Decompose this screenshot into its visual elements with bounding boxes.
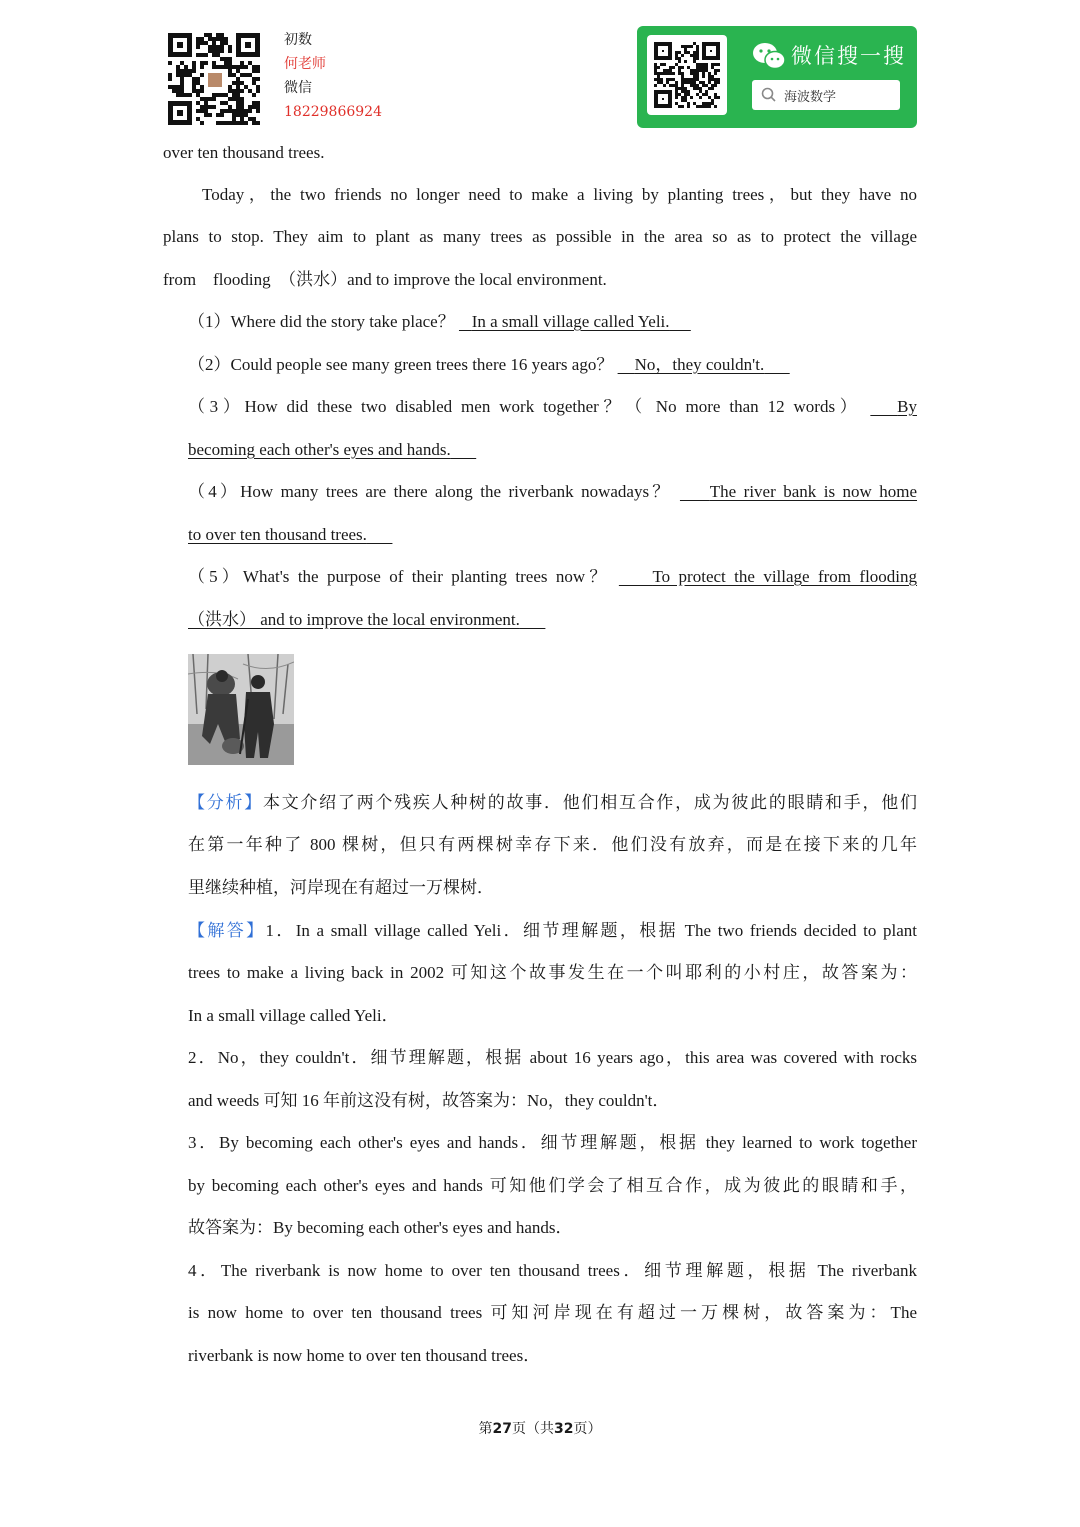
question-3-cont: [188, 439, 476, 461]
qr-module: [200, 89, 204, 93]
passage-line-1: over ten thousand trees.: [163, 143, 325, 162]
question-2-label: （2）Could people see many green trees there 16 years ago？: [188, 355, 614, 374]
solution-line-11: riverbank is now home to over ten thousand trees．: [188, 1346, 541, 1365]
qr-module: [212, 97, 216, 101]
question-5-answer-b: （洪水） and to improve the local environment.: [188, 610, 520, 629]
contact-line-4: 18229866924: [284, 104, 382, 120]
qr-module: [654, 84, 657, 87]
qr-module: [684, 60, 687, 63]
qr-module: [708, 105, 711, 108]
solution-line-3: In a small village called Yeli．: [188, 1006, 399, 1025]
analysis-tag: 【分析】: [188, 793, 263, 812]
solution-line-4: 2．No，they couldn't．细节理解题，根据 about 16 years ago，this area was covered with rocks: [188, 1048, 917, 1067]
qr-module: [204, 61, 208, 65]
qr-module: [696, 57, 699, 60]
qr-module: [687, 105, 690, 108]
qr-module: [681, 54, 684, 57]
solution-tag: 【解答】: [188, 921, 266, 940]
solution-line-6: 3．By becoming each other's eyes and hands．细节理解题，根据 they learned to work together: [188, 1133, 917, 1152]
solution-line-5: and weeds 可知 16 年前这没有树，故答案为：No，they couldn't．: [188, 1091, 670, 1110]
tree-planting-photo: [188, 654, 294, 765]
qr-module: [200, 121, 204, 125]
qr-module: [675, 96, 678, 99]
qr-module: [204, 53, 208, 57]
qr-module: [248, 109, 252, 113]
qr-module: [244, 121, 248, 125]
qr-module: [690, 45, 693, 48]
question-5: [188, 566, 917, 588]
teacher-contact: [284, 28, 382, 124]
question-5-label: （5）What's the purpose of their planting trees now？: [188, 567, 611, 586]
qr-module: [681, 105, 684, 108]
question-3-answer-b: becoming each other's eyes and hands.: [188, 440, 451, 459]
question-3: [188, 396, 917, 418]
qr-module: [196, 45, 200, 49]
qr-module: [672, 66, 675, 69]
qr-module: [168, 77, 172, 81]
question-5-cont: [188, 609, 545, 631]
question-4: [188, 481, 917, 503]
qr-module: [200, 65, 204, 69]
question-2-answer: No，they couldn't.: [634, 355, 765, 374]
contact-line-1: 初数: [284, 32, 312, 48]
solution-line-1: 【解答】1．In a small village called Yeli．细节理解题，根据 The two friends decided to plant: [188, 921, 917, 940]
solution-line-9: 4．The riverbank is now home to over ten thousand trees．细节理解题，根据 The riverbank: [188, 1261, 917, 1280]
qr-module: [228, 49, 232, 53]
solution-line-10: is now home to over ten thousand trees 可知河岸现在有超过一万棵树，故答案为：The: [188, 1303, 917, 1322]
qr-module: [220, 49, 224, 53]
analysis-line-2: 在第一年种了 800 棵树，但只有两棵树幸存下来．他们没有放弃，而是在接下来的几年: [188, 835, 917, 854]
qr-module: [663, 84, 666, 87]
qr-module: [244, 65, 248, 69]
question-4-label: （4）How many trees are there along the riverbank nowadays？: [188, 482, 673, 501]
solution-line-2: trees to make a living back in 2002 可知这个故事发生在一个叫耶利的小村庄，故答案为：: [188, 963, 917, 982]
question-4-cont: [188, 524, 392, 546]
qr-module: [208, 113, 212, 117]
contact-line-3: 微信: [284, 80, 312, 96]
question-1-answer: In a small village called Yeli.: [471, 312, 670, 331]
qr-module: [672, 72, 675, 75]
qr-module: [717, 96, 720, 99]
wechat-search-box[interactable]: [752, 80, 900, 110]
question-4-answer-b: to over ten thousand trees.: [188, 525, 367, 544]
qr-module: [678, 60, 681, 63]
wechat-search-banner: [637, 26, 917, 128]
solution-line-7: by becoming each other's eyes and hands 可知他们学会了相互合作，成为彼此的眼睛和手，: [188, 1176, 917, 1195]
qr-module: [657, 66, 660, 69]
analysis-line-3: 里继续种植，河岸现在有超过一万棵树．: [188, 878, 494, 897]
wechat-title: 微信搜一搜: [791, 44, 906, 68]
qr-module: [256, 121, 260, 125]
qr-module: [256, 77, 260, 81]
question-5-answer-a: To protect the village from flooding: [652, 567, 918, 586]
solution-line-8: 故答案为：By becoming each other's eyes and hands．: [188, 1218, 573, 1237]
qr-code-left: [168, 33, 260, 125]
qr-module: [200, 73, 204, 77]
qr-module: [188, 93, 192, 97]
contact-line-2: 何老师: [284, 56, 326, 72]
qr-module: [717, 81, 720, 84]
analysis-line-1: 【分析】本文介绍了两个残疾人种树的故事．他们相互合作，成为彼此的眼睛和手，他们: [188, 793, 918, 812]
qr-module: [714, 105, 717, 108]
qr-module: [681, 66, 684, 69]
qr-module: [717, 69, 720, 72]
search-icon: [761, 87, 776, 102]
wechat-search-text: 海波数学: [784, 90, 837, 105]
qr-module: [714, 72, 717, 75]
qr-module: [256, 89, 260, 93]
qr-module: [690, 96, 693, 99]
page-footer: 第27页（共32页）: [478, 1421, 602, 1437]
qr-module: [699, 96, 702, 99]
qr-module: [220, 113, 224, 117]
page-total: 32: [554, 1421, 574, 1437]
passage-line-4: from flooding （洪水）and to improve the local environment.: [163, 270, 607, 289]
question-1-label: （1）Where did the story take place？: [188, 312, 455, 331]
qr-module: [702, 75, 705, 78]
qr-module: [240, 89, 244, 93]
qr-module: [252, 93, 256, 97]
passage-line-2: Today，the two friends no longer need to make a living by planting trees，but they have no: [202, 185, 917, 204]
question-3-answer-a: By: [897, 397, 917, 416]
question-4-answer-a: The river bank is now home: [709, 482, 918, 501]
wechat-logo-icon: [752, 42, 786, 70]
question-2: [188, 354, 790, 376]
passage-line-3: plans to stop. They aim to plant as many trees as possible in the area so as to protect the village: [163, 227, 917, 246]
question-3-label: （3）How did these two disabled men work together？（ No more than 12 words）: [188, 397, 871, 416]
qr-module: [192, 69, 196, 73]
qr-code-wechat: [647, 35, 727, 115]
qr-module: [714, 84, 717, 87]
qr-module: [256, 109, 260, 113]
qr-module: [256, 69, 260, 73]
qr-module: [663, 63, 666, 66]
page-number: 27: [492, 1421, 512, 1437]
qr-module: [717, 63, 720, 66]
qr-module: [711, 87, 714, 90]
qr-avatar: [206, 71, 224, 89]
qr-module: [212, 105, 216, 109]
qr-module: [168, 61, 172, 65]
question-1: [188, 311, 691, 333]
